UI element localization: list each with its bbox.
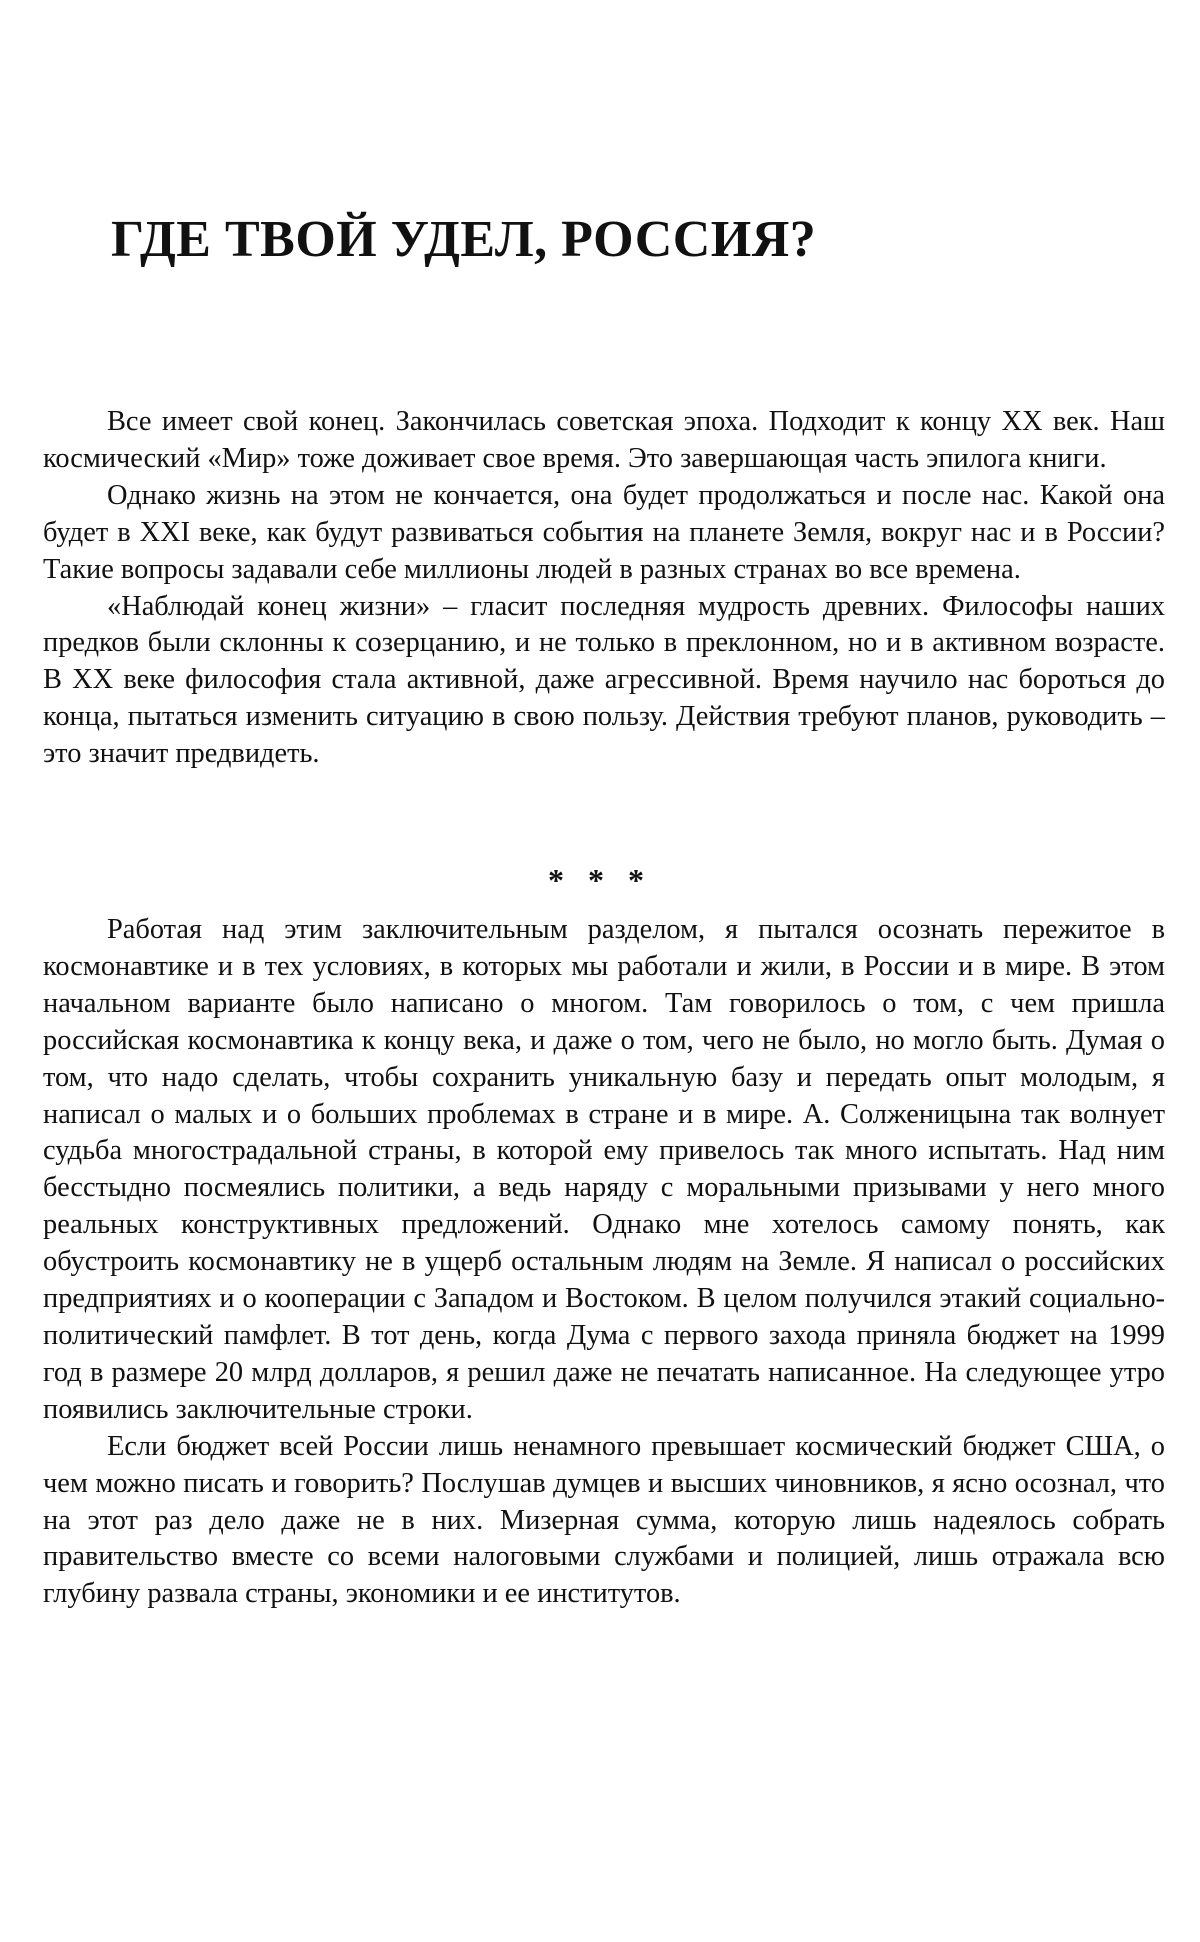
paragraph: Однако жизнь на этом не кончается, она будет продолжаться и после нас. Какой она будет в XXI веке, как будут развиваться события на планете Земля, вокруг нас и в России? Такие вопросы задавали себе миллионы людей в разных странах во все времена. <box>43 479 1165 585</box>
paragraph: Если бюджет всей России лишь ненамного превышает космический бюджет США, о чем можно писать и говорить? Послушав думцев и высших чиновников, я ясно осознал, что на этот раз дело даже не в них. Мизерная сумма, которую лишь надеялось собрать правительство вместе со всеми налоговыми службами и полицией, лишь отражала всю глубину развала страны, экономики и ее институтов. <box>43 1430 1165 1610</box>
text-section-1 <box>43 404 1165 773</box>
section-separator: * * * <box>548 862 652 898</box>
chapter-title: ГДЕ ТВОЙ УДЕЛ, РОССИЯ? <box>111 211 817 268</box>
paragraph: «Наблюдай конец жизни» – гласит последняя мудрость древних. Философы наших предков были склонны к созерцанию, и не только в преклонном, но и в активном возрасте. В XX веке философия стала активной, даже агрессивной. Время научило нас бороться до конца, пытаться изменить ситуацию в свою пользу. Действия требуют планов, руководить – это значит предвидеть. <box>43 590 1165 770</box>
text-section-2 <box>43 912 1165 1613</box>
paragraph: Все имеет свой конец. Закончилась советская эпоха. Подходит к концу XX век. Наш космический «Мир» тоже доживает свое время. Это завершающая часть эпилога книги. <box>43 406 1165 474</box>
paragraph: Работая над этим заключительным разделом, я пытался осознать пережитое в космонавтике и в тех условиях, в которых мы работали и жили, в России и в мире. В этом начальном варианте было написано о многом. Там говорилось о том, с чем пришла российская космонавтика к концу века, и даже о том, чего не было, но могло быть. Думая о том, что надо сделать, чтобы сохранить уникальную базу и передать опыт молодым, я написал о малых и о больших проблемах в стране и в мире. А. Солженицына так волнует судьба многострадальной страны, в которой ему привелось так много испытать. Над ним бесстыдно посмеялись политики, а ведь наряду с моральными призывами у него много реальных конструктивных предложений. Однако мне хотелось самому понять, как обустроить космонавтику не в ущерб остальным людям на Земле. Я написал о российских предприятиях и о кооперации с Западом и Востоком. В целом получился этакий социально-политический памфлет. В тот день, когда Дума с первого захода приняла бюджет на 1999 год в размере 20 млрд долларов, я решил даже не печатать написанное. На следующее утро появились заключительные строки. <box>43 914 1165 1425</box>
